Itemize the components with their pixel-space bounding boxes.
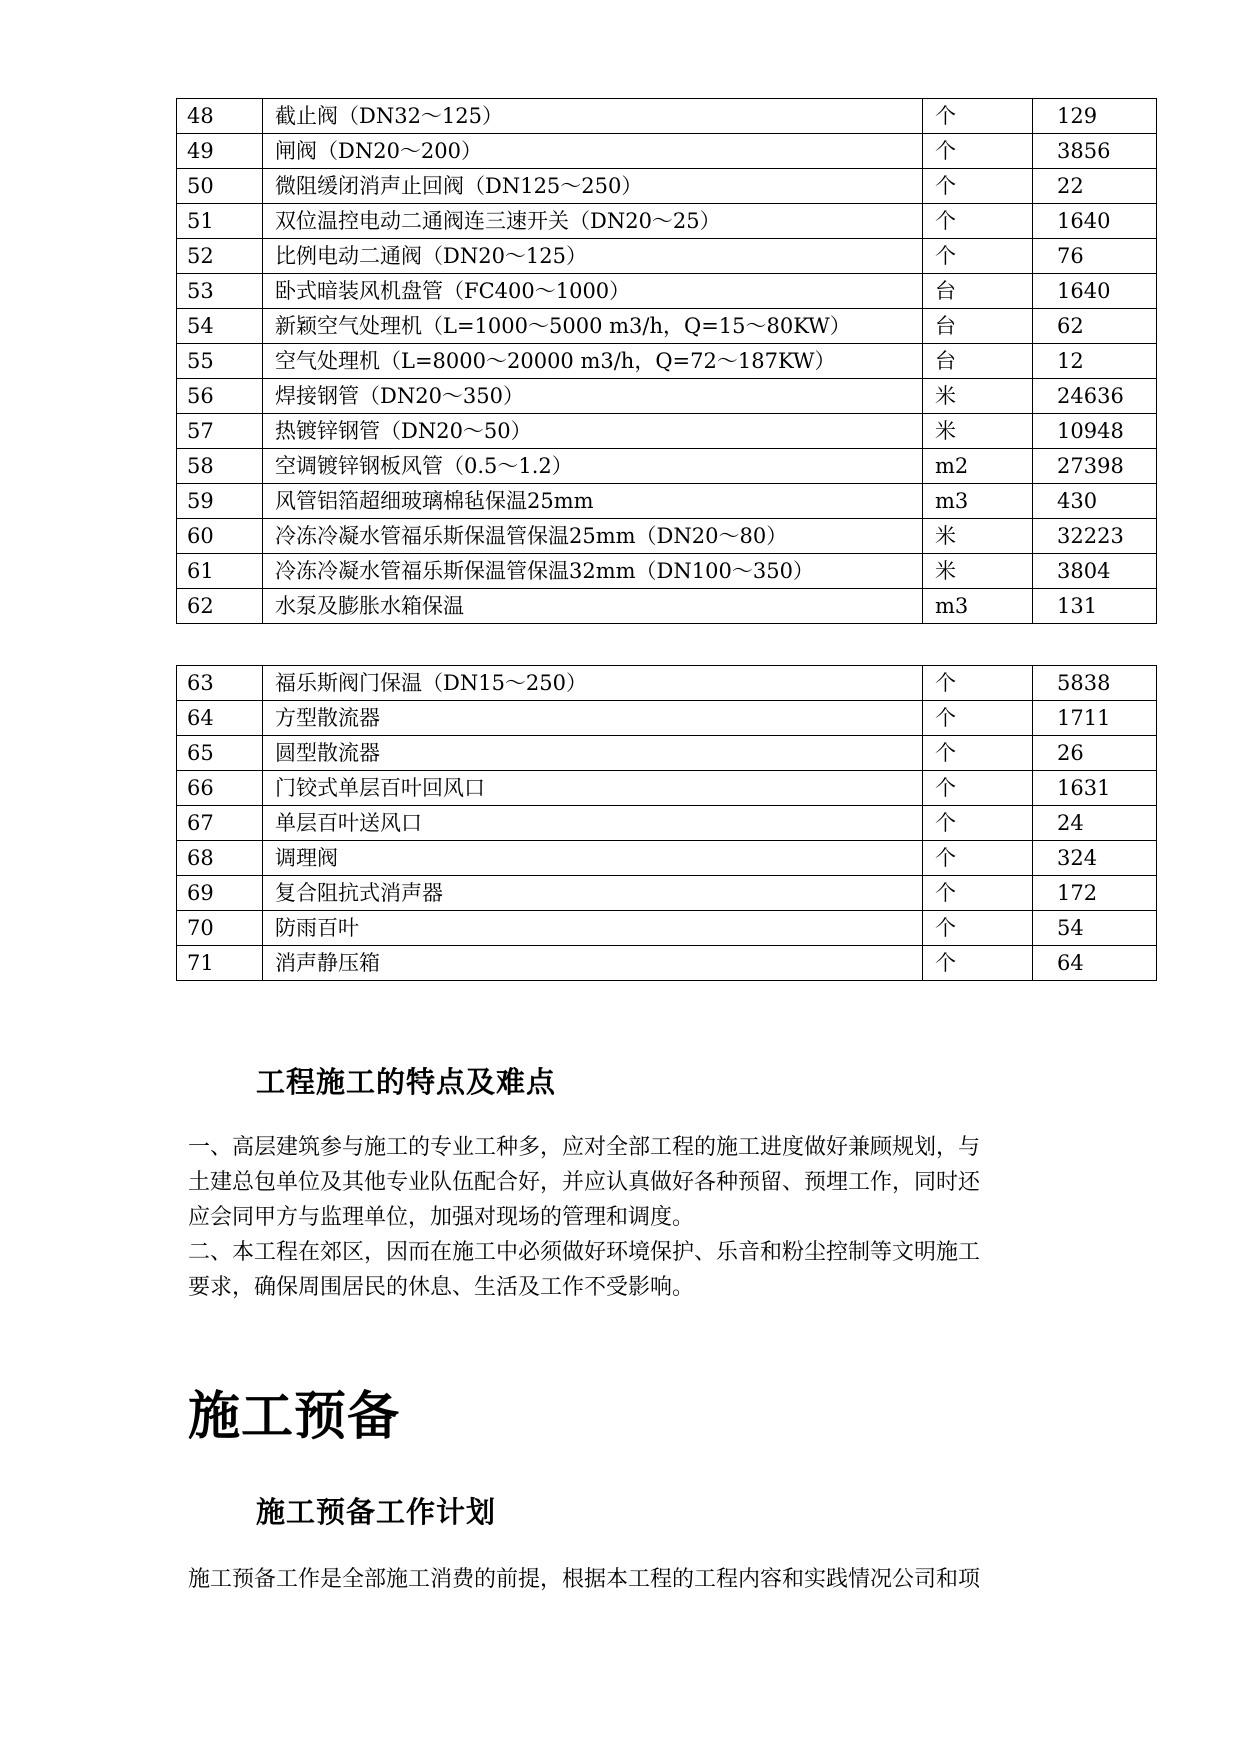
paragraph-line: 土建总包单位及其他专业队伍配合好，并应认真做好各种预留、预埋工作，同时还 xyxy=(188,1170,981,1195)
quantity-cell: 26 xyxy=(1033,736,1157,771)
quantity-cell: 129 xyxy=(1033,99,1157,134)
section-heading-plan: 施工预备工作计划 xyxy=(256,1495,497,1529)
item-number-cell: 59 xyxy=(177,484,263,519)
item-number-cell: 56 xyxy=(177,379,263,414)
item-number-cell: 50 xyxy=(177,169,263,204)
quantity-cell: 1711 xyxy=(1033,701,1157,736)
item-name-cell: 新颖空气处理机（L=1000～5000 m3/h，Q=15～80KW） xyxy=(263,309,923,344)
quantity-cell: 76 xyxy=(1033,239,1157,274)
item-name-cell: 调理阀 xyxy=(263,841,923,876)
unit-cell: 个 xyxy=(923,701,1033,736)
item-number-cell: 52 xyxy=(177,239,263,274)
quantity-cell: 10948 xyxy=(1033,414,1157,449)
unit-cell: m3 xyxy=(923,484,1033,519)
unit-cell: 米 xyxy=(923,519,1033,554)
item-number-cell: 48 xyxy=(177,99,263,134)
table-row xyxy=(177,344,1157,379)
paragraph-line: 施工预备工作是全部施工消费的前提，根据本工程的工程内容和实践情况公司和项 xyxy=(188,1567,981,1592)
quantity-cell: 24636 xyxy=(1033,379,1157,414)
item-number-cell: 69 xyxy=(177,876,263,911)
table-row xyxy=(177,414,1157,449)
table-row xyxy=(177,379,1157,414)
quantity-cell: 54 xyxy=(1033,911,1157,946)
paragraph-line: 二、本工程在郊区，因而在施工中必须做好环境保护、乐音和粉尘控制等文明施工 xyxy=(188,1240,981,1265)
unit-cell: 个 xyxy=(923,239,1033,274)
item-number-cell: 55 xyxy=(177,344,263,379)
item-number-cell: 68 xyxy=(177,841,263,876)
table-row xyxy=(177,134,1157,169)
quantity-cell: 131 xyxy=(1033,589,1157,624)
table-row xyxy=(177,946,1157,981)
table-row xyxy=(177,484,1157,519)
item-name-cell: 双位温控电动二通阀连三速开关（DN20～25） xyxy=(263,204,923,239)
table-row xyxy=(177,876,1157,911)
table-row xyxy=(177,204,1157,239)
unit-cell: 个 xyxy=(923,666,1033,701)
item-name-cell: 闸阀（DN20～200） xyxy=(263,134,923,169)
quantity-cell: 32223 xyxy=(1033,519,1157,554)
paragraph-line: 要求，确保周围居民的休息、生活及工作不受影响。 xyxy=(188,1275,695,1300)
item-number-cell: 66 xyxy=(177,771,263,806)
item-name-cell: 单层百叶送风口 xyxy=(263,806,923,841)
item-name-cell: 空气处理机（L=8000～20000 m3/h，Q=72～187KW） xyxy=(263,344,923,379)
quantity-cell: 5838 xyxy=(1033,666,1157,701)
unit-cell: 个 xyxy=(923,204,1033,239)
unit-cell: m2 xyxy=(923,449,1033,484)
unit-cell: 个 xyxy=(923,806,1033,841)
unit-cell: 个 xyxy=(923,876,1033,911)
item-number-cell: 67 xyxy=(177,806,263,841)
unit-cell: 米 xyxy=(923,414,1033,449)
unit-cell: 个 xyxy=(923,946,1033,981)
item-number-cell: 53 xyxy=(177,274,263,309)
plan-paragraph xyxy=(188,1562,1068,1597)
item-name-cell: 热镀锌钢管（DN20～50） xyxy=(263,414,923,449)
quantity-cell: 24 xyxy=(1033,806,1157,841)
item-name-cell: 水泵及膨胀水箱保温 xyxy=(263,589,923,624)
quantity-cell: 324 xyxy=(1033,841,1157,876)
item-number-cell: 70 xyxy=(177,911,263,946)
item-name-cell: 风管铝箔超细玻璃棉毡保温25mm xyxy=(263,484,923,519)
quantity-cell: 1640 xyxy=(1033,274,1157,309)
item-number-cell: 64 xyxy=(177,701,263,736)
quantity-cell: 22 xyxy=(1033,169,1157,204)
item-number-cell: 51 xyxy=(177,204,263,239)
unit-cell: 个 xyxy=(923,99,1033,134)
equipment-table-part-1 xyxy=(176,98,1157,624)
quantity-cell: 3804 xyxy=(1033,554,1157,589)
item-number-cell: 65 xyxy=(177,736,263,771)
item-name-cell: 微阻缓闭消声止回阀（DN125～250） xyxy=(263,169,923,204)
table-row xyxy=(177,666,1157,701)
features-paragraph xyxy=(188,1130,1068,1305)
unit-cell: 米 xyxy=(923,379,1033,414)
unit-cell: m3 xyxy=(923,589,1033,624)
quantity-cell: 430 xyxy=(1033,484,1157,519)
quantity-cell: 3856 xyxy=(1033,134,1157,169)
item-name-cell: 防雨百叶 xyxy=(263,911,923,946)
unit-cell: 米 xyxy=(923,554,1033,589)
item-number-cell: 61 xyxy=(177,554,263,589)
table-row xyxy=(177,701,1157,736)
item-number-cell: 62 xyxy=(177,589,263,624)
item-number-cell: 71 xyxy=(177,946,263,981)
paragraph-line: 一、高层建筑参与施工的专业工种多，应对全部工程的施工进度做好兼顾规划，与 xyxy=(188,1135,981,1160)
table-row xyxy=(177,239,1157,274)
unit-cell: 台 xyxy=(923,309,1033,344)
quantity-cell: 172 xyxy=(1033,876,1157,911)
item-name-cell: 复合阻抗式消声器 xyxy=(263,876,923,911)
paragraph-line: 应会同甲方与监理单位，加强对现场的管理和调度。 xyxy=(188,1205,695,1230)
item-name-cell: 空调镀锌钢板风管（0.5～1.2） xyxy=(263,449,923,484)
table-row xyxy=(177,554,1157,589)
item-name-cell: 福乐斯阀门保温（DN15～250） xyxy=(263,666,923,701)
unit-cell: 台 xyxy=(923,274,1033,309)
quantity-cell: 1640 xyxy=(1033,204,1157,239)
table-row xyxy=(177,449,1157,484)
item-name-cell: 门铰式单层百叶回风口 xyxy=(263,771,923,806)
item-number-cell: 57 xyxy=(177,414,263,449)
table-row xyxy=(177,99,1157,134)
item-name-cell: 截止阀（DN32～125） xyxy=(263,99,923,134)
section-heading-features: 工程施工的特点及难点 xyxy=(256,1065,557,1099)
unit-cell: 个 xyxy=(923,911,1033,946)
item-number-cell: 63 xyxy=(177,666,263,701)
quantity-cell: 12 xyxy=(1033,344,1157,379)
item-name-cell: 消声静压箱 xyxy=(263,946,923,981)
unit-cell: 个 xyxy=(923,771,1033,806)
item-name-cell: 卧式暗装风机盘管（FC400～1000） xyxy=(263,274,923,309)
table-row xyxy=(177,911,1157,946)
unit-cell: 个 xyxy=(923,169,1033,204)
item-name-cell: 圆型散流器 xyxy=(263,736,923,771)
item-number-cell: 54 xyxy=(177,309,263,344)
unit-cell: 台 xyxy=(923,344,1033,379)
table-row xyxy=(177,169,1157,204)
unit-cell: 个 xyxy=(923,736,1033,771)
table-row xyxy=(177,841,1157,876)
item-name-cell: 方型散流器 xyxy=(263,701,923,736)
table-row xyxy=(177,806,1157,841)
table-row xyxy=(177,309,1157,344)
table-row xyxy=(177,274,1157,309)
item-number-cell: 60 xyxy=(177,519,263,554)
quantity-cell: 1631 xyxy=(1033,771,1157,806)
quantity-cell: 64 xyxy=(1033,946,1157,981)
chapter-title: 施工预备 xyxy=(188,1386,401,1447)
unit-cell: 个 xyxy=(923,841,1033,876)
item-name-cell: 冷冻冷凝水管福乐斯保温管保温25mm（DN20～80） xyxy=(263,519,923,554)
unit-cell: 个 xyxy=(923,134,1033,169)
table-row xyxy=(177,519,1157,554)
table-row xyxy=(177,771,1157,806)
item-name-cell: 焊接钢管（DN20～350） xyxy=(263,379,923,414)
table-row xyxy=(177,736,1157,771)
item-number-cell: 58 xyxy=(177,449,263,484)
table-row xyxy=(177,589,1157,624)
item-name-cell: 比例电动二通阀（DN20～125） xyxy=(263,239,923,274)
quantity-cell: 62 xyxy=(1033,309,1157,344)
item-name-cell: 冷冻冷凝水管福乐斯保温管保温32mm（DN100～350） xyxy=(263,554,923,589)
equipment-table-part-2 xyxy=(176,665,1157,981)
item-number-cell: 49 xyxy=(177,134,263,169)
quantity-cell: 27398 xyxy=(1033,449,1157,484)
